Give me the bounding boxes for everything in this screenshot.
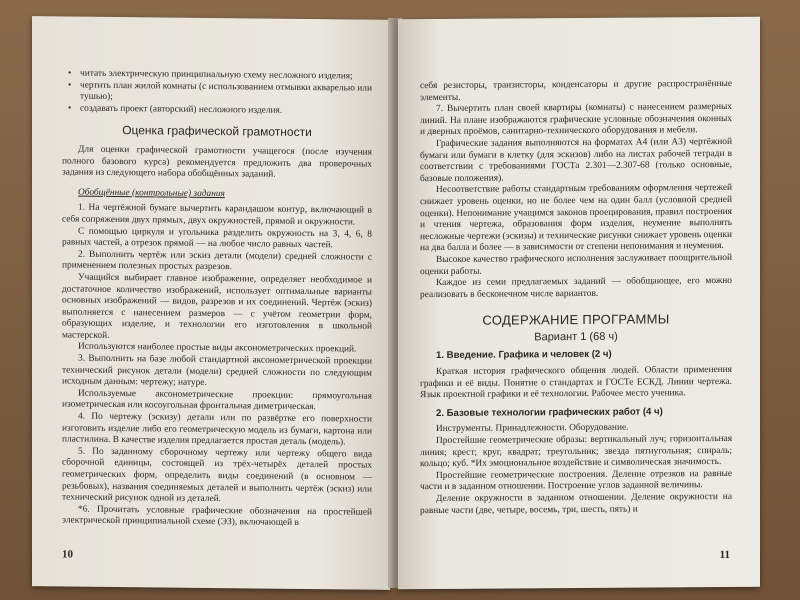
page-number: 11: [719, 548, 730, 562]
paragraph: Используются наиболее простые виды аксонометрических проекций.: [78, 342, 357, 355]
paragraph: 4. По чертежу (эскизу) детали или по развёртке его поверхности изготовить изделие либо его геометрическую модель из бумаги, картона или пластилина. В качестве изделия предлагается простая деталь (модель).: [62, 411, 372, 448]
bullet-item: • создавать проект (авторский) несложного изделия.: [62, 103, 372, 118]
program-title: СОДЕРЖАНИЕ ПРОГРАММЫ: [482, 311, 670, 328]
paragraph: *6. Прочитать условные графические обозначения на простейшей электрической принципиальной схеме (ЭЗ), включающей в: [62, 504, 372, 529]
paragraph: 7. Вычертить план своей квартиры (комнаты) с нанесением размерных линий. На плане изображаются графические условные обозначения оконных и дверных проёмов, санитарно-технического оборудования и мебели.: [420, 102, 732, 138]
left-page-content: [62, 68, 372, 530]
paragraph: Каждое из семи предлагаемых заданий — обобщающее, его можно реализовать в бесконечном числе вариантов.: [420, 276, 732, 300]
bullet-item: • чертить план жилой комнаты (с использованием отмывки акварелью или тушью);: [62, 80, 372, 106]
bullet-item: • читать электрическую принципиальную схему несложного изделия;: [62, 68, 372, 83]
paragraph: Учащийся выбирает главное изображение, определяет необходимое и достаточное количество изображений, использует оптимальные варианты основных изображений — видов, разрезов и их соединений. Чертёж (эскиз) выполняется с нанесением размеров — с учётом геометрии форм, образующих изделие, и технологии его изготовления в школьной мастерской.: [62, 272, 372, 341]
paragraph: Графические задания выполняются на форматах А4 (или А3) чертёжной бумаги или бумаги в клетку (для эскизов) либо на листах рабочей тетради в соответствии с требованиями ГОСТа 2.301—2.307-68 (только основные, базовые положения).: [420, 136, 732, 184]
paragraph: 1. На чертёжной бумаге вычертить карандашом контур, включающий в себя сопряжения двух прямых, двух окружностей, прямой и окружности.: [62, 202, 372, 228]
paragraph: Высокое качество графического исполнения заслуживает поощрительной оценки работы.: [420, 252, 732, 277]
paragraph: Краткая история графического общения людей. Области применения графики и её виды. Понятие о стандартах и ГОСТе ЕСКД. Линии чертежа. Язык проектной графики и её технологии. Рабочее место ученика.: [420, 364, 732, 401]
topic-heading: 2. Базовые технологии графических работ (4 ч): [436, 406, 663, 419]
topic-heading: 1. Введение. Графика и человек (2 ч): [436, 349, 612, 362]
section-heading: Оценка графической грамотности: [122, 123, 312, 140]
page-number: 10: [62, 548, 73, 561]
paragraph: Инструменты. Принадлежности. Оборудование.: [436, 423, 629, 435]
intro-paragraph: Для оценки графической грамотности учащегося (после изучения полного базового курса) рекомендуется предложить два проверочных задания из следующего набора обобщённых заданий.: [62, 144, 372, 180]
paragraph: Несоответствие работы стандартным требованиям оформления чертежей снижает уровень оценки, но не более чем на один балл (условной средней оценки). Непонимание учащимся законов проецирования, правил построения и чтения чертежа, образования форм изделия, неумение выполнять несложные чертежи (эскизы) и технические рисунки снижает уровень оценки на два балла и более — в зависимости от степени непонимания и неумения.: [420, 183, 732, 254]
paragraph: себя резисторы, транзисторы, конденсаторы и другие распространённые элементы.: [420, 78, 732, 103]
paragraph: С помощью циркуля и угольника разделить окружность на 3, 4, 6, 8 равных частей, а отрезок прямой — на любое число равных частей.: [62, 226, 372, 251]
paragraph: 5. По заданному сборочному чертежу или чертежу общего вида сборочной единицы, состоящей из трёх-четырёх деталей простых геометрических форм, определить виды соединений (в основном — резьбовых), названия соединяемых деталей и выполнить чертёж (эскиз) или технический рисунок одной из деталей.: [62, 446, 372, 505]
left-page: [32, 16, 390, 590]
subheading: Обобщённые (контрольные) задания: [78, 187, 225, 199]
paragraph: 3. Выполнить на базе любой стандартной аксонометрической проекции технический рисунок детали (модели) средней сложности по следующим исходным данным: чертежу; натуре.: [62, 353, 372, 389]
right-page-content: [420, 79, 732, 517]
paragraph: 2. Выполнить чертёж или эскиз детали (модели) средней сложности с применением полезных простых разрезов.: [62, 249, 372, 273]
paragraph: Используемые аксонометрические проекции: прямоугольная изометрическая или косоугольная фронтальная диметрическая.: [62, 388, 372, 413]
right-page: [398, 17, 760, 590]
paragraph: Деление окружности в заданном отношении. Деление окружности на равные части (две, четыре, восемь, три, шесть, пять) и: [420, 491, 732, 516]
paragraph: Простейшие геометрические образы: вертикальный луч; горизонтальная линия; крест; круг, квадрат; треугольник; звезда пятиугольная; спираль; кольцо; куб. *Их эмоциональное воздействие и символическая значимость.: [420, 433, 732, 470]
paragraph: Простейшие геометрические построения. Деление отрезков на равные части и в заданном отношении. Построение углов заданной величины.: [420, 468, 732, 493]
variant-heading: Вариант 1 (68 ч): [534, 330, 618, 344]
